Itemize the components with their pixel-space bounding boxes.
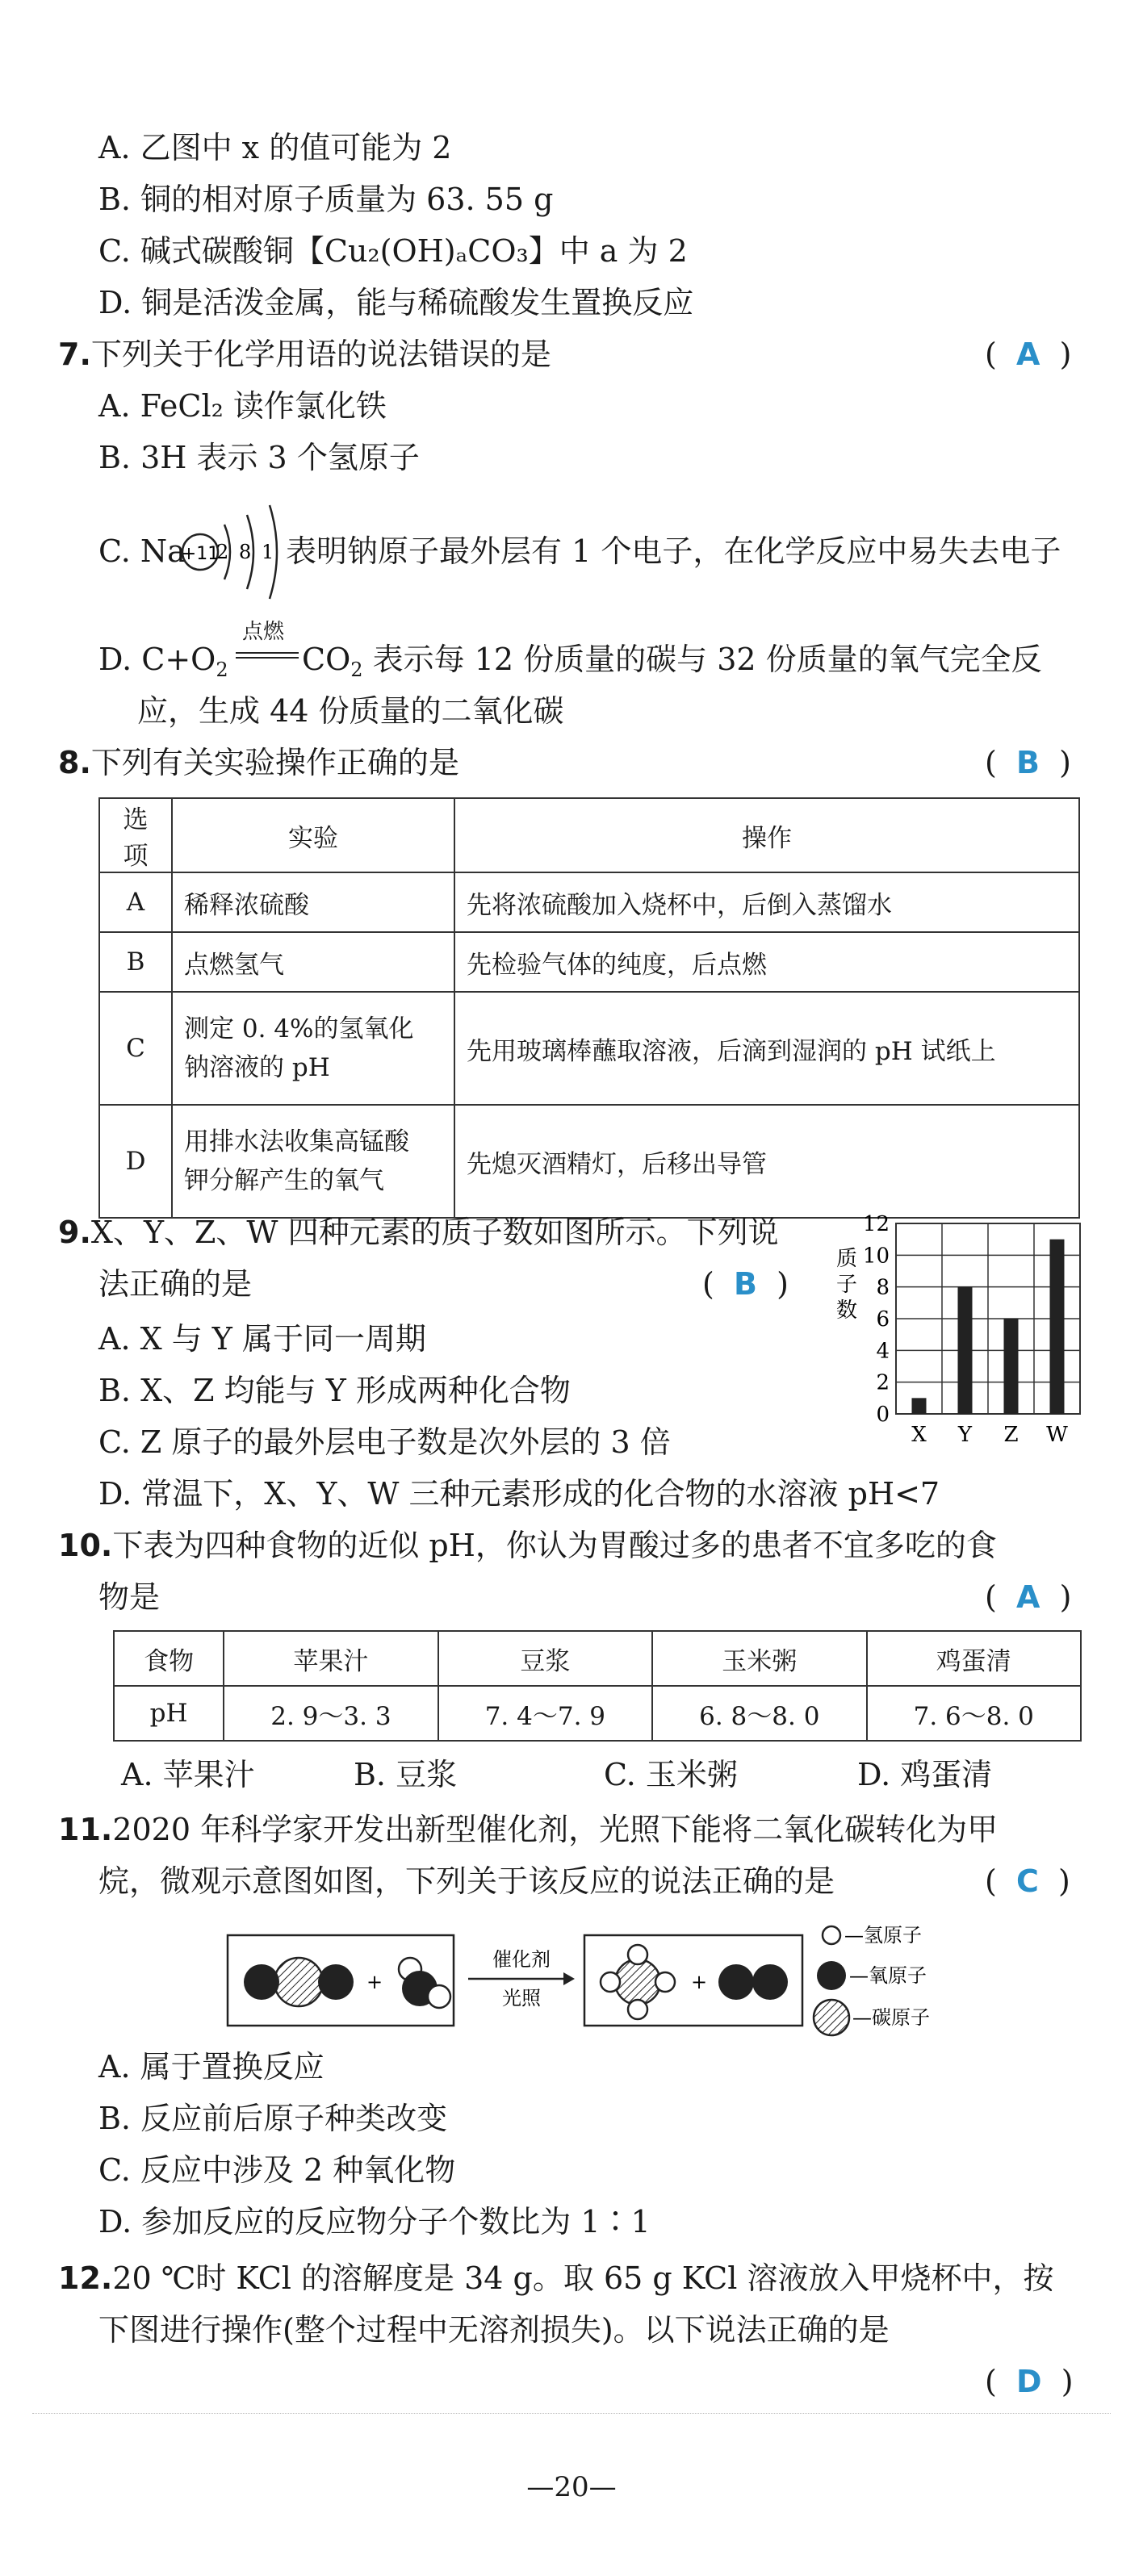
bar-Z (1004, 1319, 1019, 1414)
nucleus-charge: +11 (181, 544, 220, 564)
shell-3-count: 1 (262, 541, 274, 563)
reaction-condition: 点燃 (242, 620, 285, 644)
plus-sign-2: + (691, 1971, 708, 1993)
q6-option-a: A. 乙图中 x 的值可能为 2 (98, 130, 452, 165)
x-label-Z: Z (1003, 1423, 1019, 1447)
plus-sign: + (366, 1971, 383, 1993)
table-row: B 点燃氢气 先检验气体的纯度，后点燃 (99, 932, 1079, 992)
q10-answer: ( A ) (985, 1579, 1072, 1615)
q6-option-b: B. 铜的相对原子质量为 63. 55 g (98, 182, 554, 217)
q11-option-b: B. 反应前后原子种类改变 (98, 2101, 448, 2136)
q12-stem: 12.20 ℃时 KCl 的溶解度是 34 g。取 65 g KCl 溶液放入甲烧杯中，按 (58, 2260, 1054, 2296)
y-axis-label-char: 数 (836, 1298, 858, 1323)
q11-stem-cont: 烷，微观示意图如图，下列关于该反应的说法正确的是 (98, 1863, 835, 1899)
q6-option-c: C. 碱式碳酸铜【Cu₂(OH)ₐCO₃】中 a 为 2 (98, 233, 688, 269)
q10-option-a: A. 苹果汁 (121, 1757, 255, 1792)
bar-X (912, 1398, 927, 1414)
table-row: D 用排水法收集高锰酸 钾分解产生的氧气 先熄灭酒精灯，后移出导管 (99, 1105, 1079, 1218)
q11-option-c: C. 反应中涉及 2 种氧化物 (98, 2152, 456, 2188)
y-tick-label: 0 (876, 1403, 890, 1427)
q9-option-c: C. Z 原子的最外层电子数是次外层的 3 倍 (98, 1424, 671, 1460)
q9-stem-cont: 法正确的是 (98, 1266, 253, 1302)
q9-option-a: A. X 与 Y 属于同一周期 (98, 1321, 426, 1357)
q10-option-d: D. 鸡蛋清 (857, 1757, 993, 1792)
shell-2-count: 8 (239, 541, 252, 563)
x-label-Y: Y (957, 1423, 973, 1447)
equals-sign (236, 652, 299, 659)
q10-header: 玉米粥 (652, 1631, 866, 1686)
q7-option-c-prefix: C. Na (98, 533, 186, 569)
y-axis-label-char: 子 (836, 1273, 858, 1297)
q9-chart (831, 1209, 1090, 1459)
q8-answer: ( B ) (985, 745, 1071, 780)
q11-option-a: A. 属于置换反应 (98, 2049, 324, 2085)
q10-header: 鸡蛋清 (867, 1631, 1082, 1686)
o2-molecule (718, 1964, 788, 2000)
q10-stem: 10.下表为四种食物的近似 pH，你认为胃酸过多的患者不宜多吃的食 (58, 1528, 997, 1563)
q7-option-b: B. 3H 表示 3 个氢原子 (98, 440, 420, 475)
q7-option-a: A. FeCl₂ 读作氯化铁 (98, 388, 387, 424)
arrow-condition-bottom: 光照 (502, 1987, 541, 2009)
q8-header-op: 操作 (454, 798, 1079, 872)
q7-option-c-text: 表明钠原子最外层有 1 个电子，在化学反应中易失去电子 (286, 533, 1061, 569)
q12-answer: ( D ) (985, 2364, 1074, 2399)
carbon-legend-icon (814, 2000, 849, 2035)
q10-table (113, 1630, 1082, 1742)
table-row: A 稀释浓硫酸 先将浓硫酸加入烧杯中，后倒入蒸馏水 (99, 872, 1079, 932)
hydrogen-legend-icon (823, 1926, 840, 1944)
table-row: pH 2. 9～3. 3 7. 4～7. 9 6. 8～8. 0 7. 6～8. 0 (114, 1686, 1081, 1741)
q9-answer: ( B ) (702, 1266, 789, 1302)
y-tick-label: 6 (876, 1307, 890, 1332)
q10-stem-cont: 物是 (98, 1579, 161, 1615)
h2o-molecule (399, 1958, 450, 2008)
legend-carbon: —碳原子 (852, 2006, 930, 2029)
q6-option-d: D. 铜是活泼金属，能与稀硫酸发生置换反应 (98, 285, 694, 320)
x-label-X: X (911, 1423, 927, 1447)
q7-option-d: D. $C+O_2$ (98, 642, 228, 681)
q10-header: 食物 (114, 1631, 224, 1686)
legend-hydrogen: —氢原子 (844, 1924, 922, 1947)
q8-stem: 8.下列有关实验操作正确的是 (58, 745, 459, 780)
q12-stem-cont: 下图进行操作(整个过程中无溶剂损失)。以下说法正确的是 (98, 2312, 890, 2348)
q7-answer: ( A ) (985, 337, 1072, 372)
q7-stem: 7.下列关于化学用语的说法错误的是 (58, 337, 551, 372)
ch4-molecule (601, 1945, 675, 2019)
y-tick-label: 12 (862, 1212, 890, 1236)
q8-header-option: 选项 (99, 798, 172, 872)
q11-stem: 11.2020 年科学家开发出新型催化剂，光照下能将二氧化碳转化为甲 (58, 1812, 999, 1847)
q11-reaction-diagram (226, 1917, 993, 2039)
y-tick-label: 4 (876, 1339, 890, 1364)
oxygen-legend-icon (817, 1961, 846, 1990)
q10-option-b: B. 豆浆 (354, 1757, 458, 1792)
divider (32, 2413, 1111, 2414)
arrow-condition-top: 催化剂 (492, 1948, 551, 1971)
shell-1-count: 2 (216, 541, 229, 563)
q9-option-b: B. X、Z 均能与 Y 形成两种化合物 (98, 1373, 571, 1408)
y-tick-label: 8 (876, 1275, 890, 1300)
bar-W (1050, 1240, 1065, 1414)
co2-molecule (244, 1958, 354, 2006)
page-number: —20— (526, 2471, 617, 2503)
q9-option-d: D. 常温下，X、Y、W 三种元素形成的化合物的水溶液 pH<7 (98, 1476, 940, 1512)
q9-stem: 9.X、Y、Z、W 四种元素的质子数如图所示。下列说 (58, 1215, 779, 1250)
q8-header-exp: 实验 (172, 798, 454, 872)
q11-answer: ( C ) (985, 1863, 1070, 1899)
q8-table (98, 797, 1080, 1219)
x-label-W: W (1046, 1423, 1068, 1447)
q7-option-d-product: $CO_2$ 表示每 12 份质量的碳与 32 份质量的氧气完全反 (302, 642, 1042, 681)
bar-Y (958, 1287, 973, 1414)
q10-header: 苹果汁 (224, 1631, 438, 1686)
q11-option-d: D. 参加反应的反应物分子个数比为 1∶1 (98, 2204, 651, 2239)
y-axis-label-char: 质 (836, 1247, 858, 1271)
table-row: C 测定 0. 4%的氢氧化 钠溶液的 pH 先用玻璃棒蘸取溶液，后滴到湿润的 pH 试纸上 (99, 992, 1079, 1105)
sodium-atom-diagram (178, 489, 291, 610)
y-tick-label: 10 (862, 1244, 890, 1269)
q7-option-d-cont: 应，生成 44 份质量的二氧化碳 (137, 693, 564, 729)
q10-header: 豆浆 (438, 1631, 652, 1686)
y-tick-label: 2 (876, 1370, 890, 1395)
legend-oxygen: —氧原子 (849, 1964, 927, 1987)
q10-option-c: C. 玉米粥 (604, 1757, 738, 1792)
